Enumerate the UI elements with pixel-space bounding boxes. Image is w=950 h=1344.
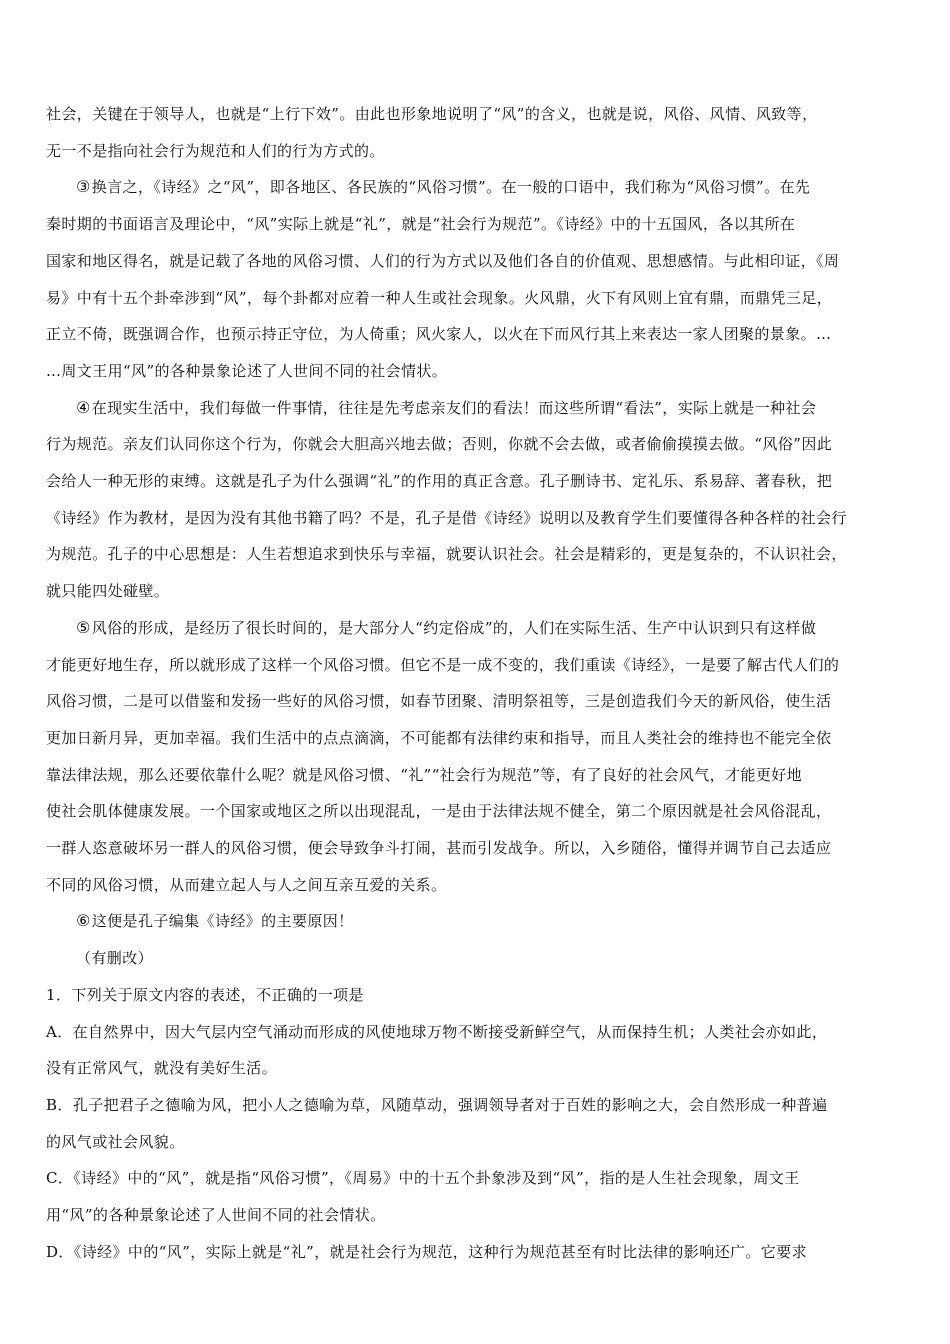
line-text: 秦时期的书面语言及理论中，“风”实际上就是“礼”，就是“社会行为规范”。《诗经》中的十五国风，各以其所在 xyxy=(46,215,796,234)
paragraph-number: ④ xyxy=(76,397,91,417)
line-text: 这便是孔子编集《诗经》的主要原因！ xyxy=(91,912,354,931)
text-line xyxy=(46,536,906,573)
text-line xyxy=(46,793,906,830)
text-line xyxy=(46,1050,906,1087)
text-line xyxy=(46,830,906,867)
line-text: 更加日新月异，更加幸福。我们生活中的点点滴滴，不可能都有法律约束和指导，而且人类社会的维持也不能完全依 xyxy=(46,728,832,747)
text-line xyxy=(46,169,906,206)
text-line xyxy=(46,573,906,610)
text-line xyxy=(46,610,906,647)
text-line xyxy=(46,353,906,390)
text-line xyxy=(46,500,906,537)
line-text: 社会，关键在于领导人，也就是“上行下效”。由此也形象地说明了“风”的含义，也就是说，风俗、风情、风致等， xyxy=(46,105,818,123)
text-line xyxy=(46,96,906,133)
line-text: 行为规范。亲友们认同你这个行为，你就会大胆高兴地去做；否则，你就不会去做，或者偷偷摸摸去做。“风俗”因此 xyxy=(46,435,833,454)
line-text: 就只能四处碰壁。 xyxy=(46,582,170,601)
paragraph-number: ⑥ xyxy=(76,911,91,931)
line-text: 1．下列关于原文内容的表述，不正确的一项是 xyxy=(46,985,364,1004)
text-line xyxy=(46,903,906,940)
document-page xyxy=(46,96,906,1271)
line-text: 《诗经》作为教材，是因为没有其他书籍了吗？不是，孔子是借《诗经》说明以及教育学生们要懂得各种各样的社会行 xyxy=(46,508,847,527)
text-line xyxy=(46,316,906,353)
text-line xyxy=(46,683,906,720)
text-line xyxy=(46,757,906,794)
line-text: 会给人一种无形的束缚。这就是孔子为什么强调“礼”的作用的真正含意。孔子删诗书、定礼乐、系易辞、著春秋，把 xyxy=(46,472,833,491)
line-text: （有删改） xyxy=(76,949,154,968)
text-line xyxy=(46,426,906,463)
text-line xyxy=(46,133,906,170)
document-body xyxy=(46,96,906,1271)
text-line xyxy=(46,977,906,1014)
line-text: 才能更好地生存，所以就形成了这样一个风俗习惯。但它不是一成不变的，我们重读《诗经》，一是要了解古代人们的 xyxy=(46,655,840,674)
text-line xyxy=(46,1014,906,1051)
line-text: 在现实生活中，我们每做一件事情，往往是先考虑亲友们的看法！而这些所谓“看法”，实际上就是一种社会 xyxy=(91,398,817,417)
line-text: 为规范。孔子的中心思想是：人生若想追求到快乐与幸福，就要认识社会。社会是精彩的，更是复杂的，不认识社会， xyxy=(46,545,847,564)
line-text: B．孔子把君子之德喻为风，把小人之德喻为草，风随草动，强调领导者对于百姓的影响之大，会自然形成一种普遍 xyxy=(46,1095,828,1114)
line-text: 易》中有十五个卦牵涉到“风”，每个卦都对应着一种人生或社会现象。火风鼎，火下有风则上宜有鼎，而鼎凭三足， xyxy=(46,288,833,307)
line-text: 的风气或社会风貌。 xyxy=(46,1132,185,1151)
line-text: 正立不倚，既强调合作，也预示持正守位，为人倚重；风火家人，以火在下而风行其上来表达一家人团聚的景象。… xyxy=(46,325,832,344)
line-text: 风俗习惯，二是可以借鉴和发扬一些好的风俗习惯，如春节团聚、清明祭祖等，三是创造我们今天的新风俗，使生活 xyxy=(46,692,832,711)
line-text: 风俗的形成，是经历了很长时间的，是大部分人“约定俗成”的，人们在实际生活、生产中认识到只有这样做 xyxy=(91,618,817,637)
text-line xyxy=(46,867,906,904)
paragraph-number: ⑤ xyxy=(76,617,91,637)
text-line xyxy=(46,1160,906,1197)
line-text: 国家和地区得名，就是记载了各地的风俗习惯、人们的行为方式以及他们各自的价值观、思想感情。与此相印证，《周 xyxy=(46,251,840,270)
line-text: 换言之，《诗经》之“风”，即各地区、各民族的“风俗习惯”。在一般的口语中，我们称为“风俗习惯”。在先 xyxy=(91,178,811,197)
line-text: D．《诗经》中的“风”，实际上就是“礼”，就是社会行为规范，这种行为规范甚至有时比法律的影响还广。它要求 xyxy=(46,1242,808,1261)
line-text: C．《诗经》中的“风”，就是指“风俗习惯”，《周易》中的十五个卦象涉及到“风”，指的是人生社会现象，周文王 xyxy=(46,1169,800,1188)
text-line xyxy=(46,647,906,684)
text-line xyxy=(46,1124,906,1161)
line-text: A．在自然界中，因大气层内空气涌动而形成的风使地球万物不断接受新鲜空气，从而保持生机；人类社会亦如此， xyxy=(46,1022,828,1041)
text-line xyxy=(46,206,906,243)
paragraph-number: ③ xyxy=(76,177,91,197)
line-text: 一群人恣意破坏另一群人的风俗习惯，便会导致争斗打闹，甚而引发战争。所以，入乡随俗，懂得并调节自己去适应 xyxy=(46,839,832,858)
text-line xyxy=(46,280,906,317)
line-text: 无一不是指向社会行为规范和人们的行为方式的。 xyxy=(46,141,385,160)
line-text: 靠法律法规，那么还要依靠什么呢？就是风俗习惯、“礼”“社会行为规范”等，有了良好的社会风气，才能更好地 xyxy=(46,765,803,784)
text-line xyxy=(46,1087,906,1124)
line-text: …周文王用“风”的各种景象论述了人世间不同的社会情状。 xyxy=(46,361,448,380)
text-line xyxy=(46,1197,906,1234)
line-text: 用“风”的各种景象论述了人世间不同的社会情状。 xyxy=(46,1206,386,1225)
text-line xyxy=(46,720,906,757)
line-text: 没有正常风气，就没有美好生活。 xyxy=(46,1059,278,1078)
line-text: 使社会肌体健康发展。一个国家或地区之所以出现混乱，一是由于法律法规不健全，第二个原因就是社会风俗混乱， xyxy=(46,802,832,821)
text-line xyxy=(46,940,906,977)
text-line xyxy=(46,390,906,427)
text-line xyxy=(46,243,906,280)
text-line xyxy=(46,1234,906,1271)
line-text: 不同的风俗习惯，从而建立起人与人之间互亲互爱的关系。 xyxy=(46,875,447,894)
text-line xyxy=(46,463,906,500)
